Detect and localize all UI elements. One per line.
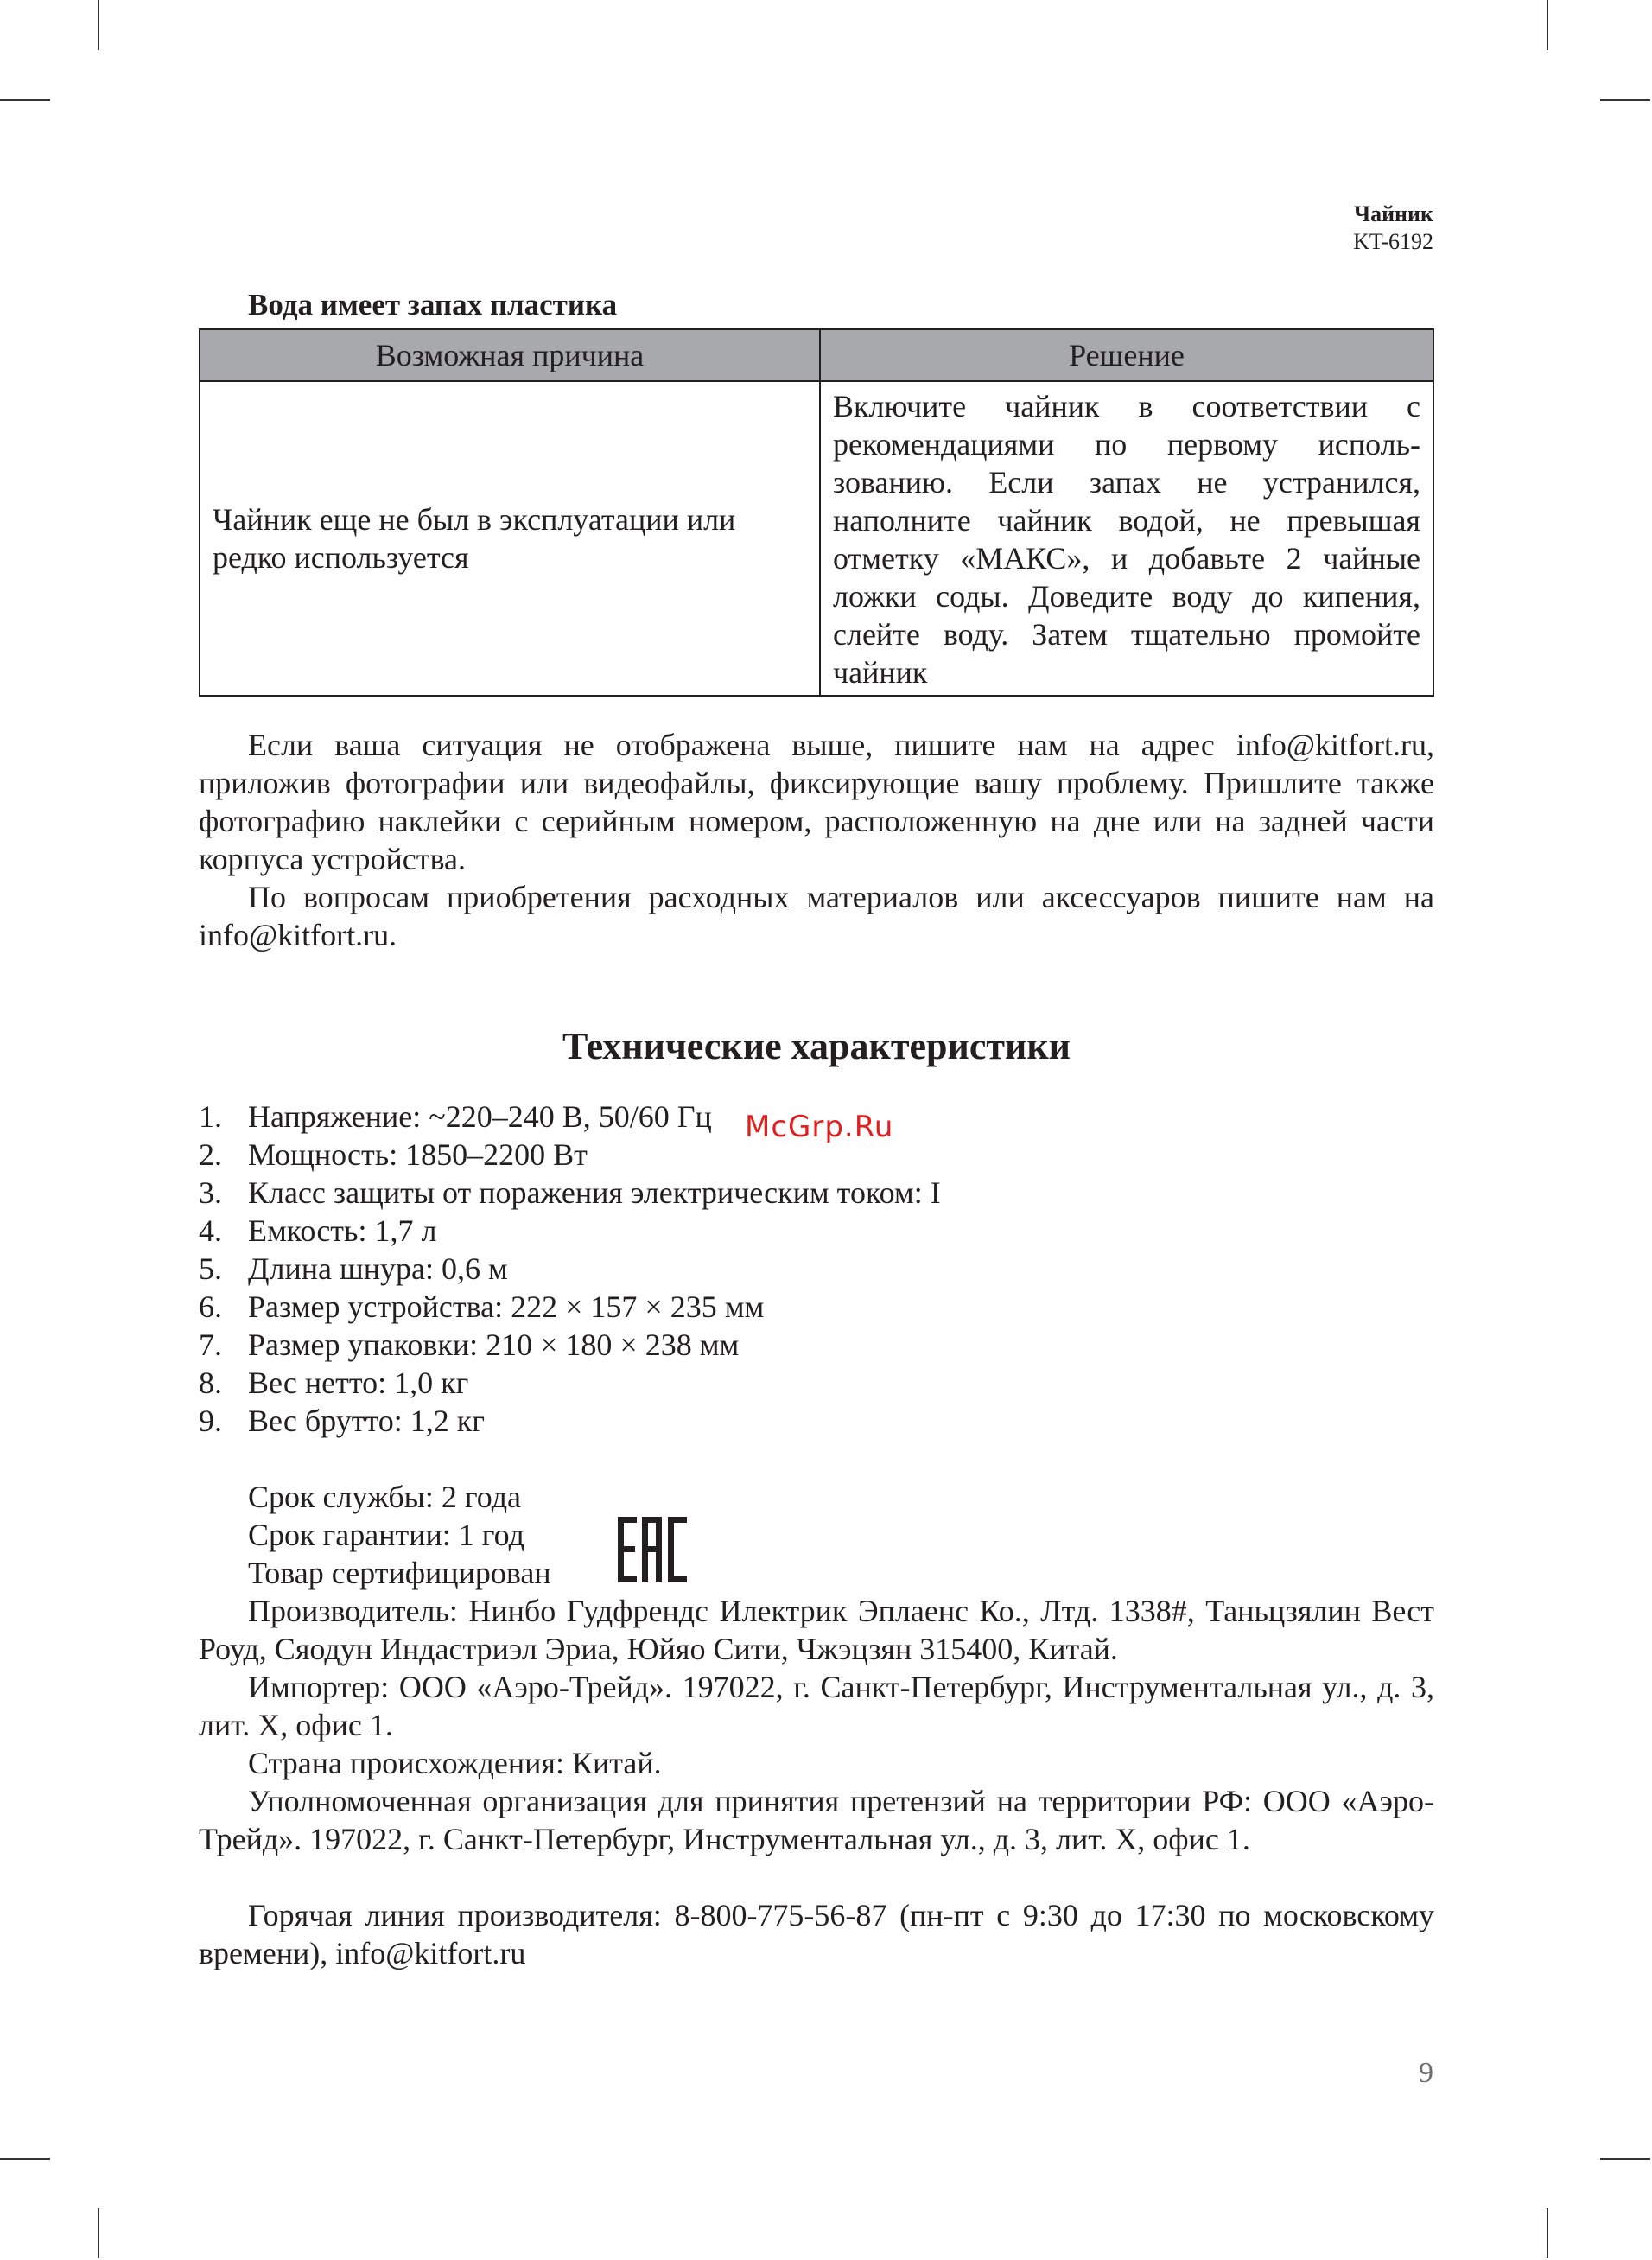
column-header-solution: Решение — [820, 329, 1433, 381]
item-number: 5. — [199, 1251, 222, 1286]
importer-paragraph: Импортер: ООО «Аэро-Трейд». 197022, г. Санкт-Петербург, Инструментальная ул., д. 3, лит. Х, офис 1. — [199, 1670, 1434, 1742]
item-number: 7. — [199, 1327, 222, 1362]
item-text: Емкость: 1,7 л — [248, 1213, 437, 1248]
list-item — [199, 1364, 941, 1402]
item-number: 3. — [199, 1175, 222, 1210]
cause-cell: Чайник еще не был в эксплуатации или редко используется — [200, 381, 820, 696]
list-item — [199, 1326, 941, 1364]
eac-certification-logo — [618, 1517, 687, 1582]
page-number: 9 — [1419, 2057, 1433, 2089]
list-item — [199, 1250, 941, 1288]
item-text: Мощность: 1850–2200 Вт — [248, 1137, 588, 1172]
list-item — [199, 1212, 941, 1250]
solution-cell: Включите чайник в соответствии с рекомендациями по первому использованию. Если запах не устранился, наполните чайник водой, не превышая отметку «МАКС», и добавьте 2 чайные ложки соды. Доведите воду до кипения, слейте воду. Затем тщательно промойте чайник — [820, 381, 1433, 696]
item-number: 8. — [199, 1366, 222, 1400]
certification-note: Товар сертифицирован — [248, 1556, 551, 1590]
running-header — [1353, 201, 1433, 256]
item-text: Класс защиты от поражения электрическим током: I — [248, 1175, 941, 1210]
item-text: Длина шнура: 0,6 м — [248, 1251, 508, 1286]
crop-mark — [1547, 2208, 1548, 2258]
list-item — [199, 1288, 941, 1326]
specs-title: Технические характеристики — [562, 1025, 1071, 1067]
service-info — [248, 1478, 551, 1592]
manufacturer-paragraph: Производитель: Нинбо Гудфрендс Илектрик Эплаенс Ко., Лтд. 1338#, Таньцзялин Вест Роуд, Сяодун Индастриэл Эриа, Юйяо Сити, Чжэцзян 315400, Китай. — [199, 1594, 1434, 1666]
item-number: 2. — [199, 1137, 222, 1172]
hotline-paragraph: Горячая линия производителя: 8-800-775-56-87 (пн-пт с 9:30 до 17:30 по московскому времени), info@kitfort.ru — [199, 1898, 1434, 1970]
item-number: 4. — [199, 1213, 222, 1248]
crop-mark — [0, 2158, 50, 2160]
crop-mark — [1600, 99, 1650, 101]
contact-paragraph: Если ваша ситуация не отображена выше, пишите нам на адрес info@kitfort.ru, приложив фотографии или видеофайлы, фиксирующие вашу проблему. Пришлите также фотографию наклейки с серийным номером, расположенную на дне или на задней части корпуса устройства. — [199, 728, 1434, 876]
troubleshooting-table — [199, 328, 1434, 697]
item-text: Размер устройства: 222 × 157 × 235 мм — [248, 1289, 765, 1324]
item-number: 6. — [199, 1289, 222, 1324]
list-item — [199, 1174, 941, 1212]
crop-mark — [0, 99, 50, 101]
model-number: KT-6192 — [1353, 229, 1433, 254]
accessories-paragraph: По вопросам приобретения расходных материалов или аксессуаров пишите нам на info@kitfort.ru. — [199, 880, 1434, 952]
item-number: 1. — [199, 1099, 222, 1134]
claims-organization-paragraph: Уполномоченная организация для принятия претензий на территории РФ: ООО «Аэро-Трейд». 197022, г. Санкт-Петербург, Инструментальная ул., д. 3, лит. Х, офис 1. — [199, 1784, 1434, 1856]
table-row — [200, 381, 1433, 696]
watermark: McGrp.Ru — [745, 1110, 894, 1144]
item-text: Вес нетто: 1,0 кг — [248, 1366, 469, 1400]
crop-mark — [1547, 0, 1548, 50]
crop-mark — [98, 0, 99, 50]
country-paragraph: Страна происхождения: Китай. — [248, 1746, 662, 1780]
specs-list — [199, 1098, 941, 1440]
item-text: Размер упаковки: 210 × 180 × 238 мм — [248, 1327, 740, 1362]
crop-mark — [1600, 2158, 1650, 2160]
troubleshooting-title: Вода имеет запах пластика — [248, 288, 618, 321]
item-text: Напряжение: ~220–240 В, 50/60 Гц — [248, 1099, 712, 1134]
service-lifetime: Срок службы: 2 года — [248, 1480, 522, 1514]
list-item — [199, 1402, 941, 1440]
column-header-cause: Возможная причина — [200, 329, 820, 381]
product-name: Чайник — [1353, 201, 1433, 226]
item-number: 9. — [199, 1404, 222, 1438]
item-text: Вес брутто: 1,2 кг — [248, 1404, 485, 1438]
crop-mark — [98, 2208, 99, 2258]
table-header-row — [200, 329, 1433, 381]
warranty-period: Срок гарантии: 1 год — [248, 1518, 524, 1552]
